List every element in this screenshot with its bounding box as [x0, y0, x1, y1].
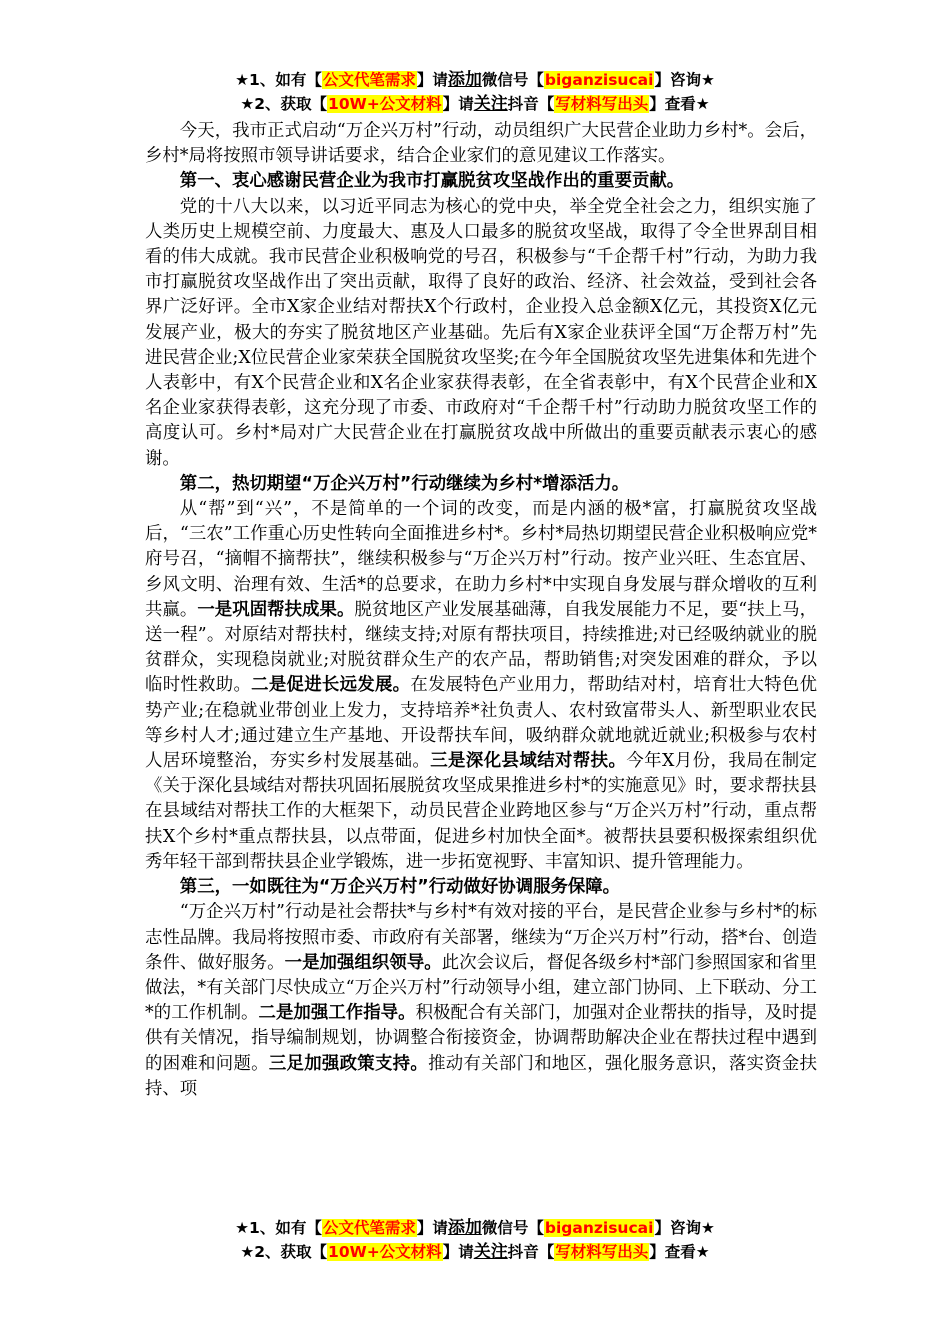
paragraph-text: “万企兴万村”行动是社会帮扶*与乡村*有效对接的平台，是民营企业参与乡村*的标志性品牌。我局将按照市委、市政府有关部署，继续为“万企兴万村”行动，搭*台、创造条件、做好服务。 — [145, 902, 817, 973]
section-heading-3: 第三，一如既往为“万企兴万村”行动做好协调服务保障。 — [179, 877, 621, 898]
banner-text: ★2、获取【 — [240, 95, 328, 113]
banner-text: 】查看★ — [649, 1243, 710, 1261]
section-heading-2: 第二，热切期望“万企兴万村”行动继续为乡村*增添活力。 — [179, 473, 630, 494]
banner-highlight: biganzisucai — [544, 1219, 654, 1237]
bottom-banner — [0, 1216, 950, 1264]
banner-highlight: 写材料写出头 — [555, 1243, 649, 1261]
point-heading: 二是促进长远发展。 — [251, 675, 411, 696]
banner-line-2 — [0, 1240, 950, 1264]
banner-highlight: 写材料写出头 — [555, 95, 649, 113]
banner-text: 微信号【 — [481, 1219, 544, 1237]
paragraph-text: 积极配合有关部门，加强对企业帮扶的指导，及时提供有关情况，指导编制规划，协调整合衔接资金，协调帮助解决企业在帮扶过程中遇到的困难和问题。 — [145, 1003, 817, 1074]
paragraph-text: 从“帮”到“兴”，不是简单的一个词的改变，而是内涵的极*富，打赢脱贫攻坚战后，“三农”工作重心历史性转向全面推进乡村*。乡村*局热切期望民营企业积极响应党*府号召，“摘帽不摘帮扶”，继续积极参与“万企兴万村”行动。按产业兴旺、生态宜居、乡风文明、治理有效、生活*的总要求，在助力乡村*中实现自身发展与群众增收的互利共赢。 — [145, 499, 817, 620]
banner-text: ★1、如有【 — [235, 1219, 322, 1237]
banner-text: 】咨询★ — [654, 1219, 715, 1237]
banner-underline: 添加 — [447, 1218, 482, 1238]
banner-text: 】查看★ — [649, 95, 710, 113]
banner-highlight: 公文代笔需求 — [322, 71, 416, 89]
point-heading: 三是深化县域结对帮扶。 — [430, 751, 627, 772]
section-3-paragraph — [145, 900, 817, 1102]
banner-text: 】请 — [416, 71, 448, 89]
banner-text: ★2、获取【 — [240, 1243, 328, 1261]
banner-underline: 关注 — [473, 94, 508, 114]
banner-highlight: biganzisucai — [544, 71, 654, 89]
banner-underline: 添加 — [447, 70, 482, 90]
banner-highlight: 10W+公文材料 — [328, 95, 442, 113]
banner-underline: 关注 — [473, 1242, 508, 1262]
paragraph-text: 此次会议后，督促各级乡村*部门参照国家和省里做法，*有关部门尽快成立“万企兴万村”行动领导小组，建立部门协同、上下联动、分工*的工作机制。 — [145, 952, 817, 1024]
document-body — [145, 119, 817, 1102]
section-1-paragraph: 党的十八大以来，以习近平同志为核心的党中央，举全党全社会之力，组织实施了人类历史上规模空前、力度最大、惠及人口最多的脱贫攻坚战，取得了令全世界刮目相看的伟大成就。我市民营企业积极响党的号召，积极参与“千企帮千村”行动，为助力我市打赢脱贫攻坚战作出了突出贡献，取得了良好的政治、经济、社会效益，受到社会各界广泛好评。全市X家企业结对帮扶X个行政村，企业投入总金额X亿元，其投资X亿元发展产业，极大的夯实了脱贫地区产业基础。先后有X家企业获评全国“万企帮万村”先进民营企业;X位民营企业家荣获全国脱贫攻坚奖;在今年全国脱贫攻坚先进集体和先进个人表彰中，有X个民营企业和X名企业家获得表彰，在全省表彰中，有X个民营企业和X名企业家获得表彰，这充分现了市委、市政府对“千企帮千村”行动助力脱贫攻坚工作的高度认可。乡村*局对广大民营企业在打赢脱贫攻战中所做出的重要贡献表示衷心的感谢。 — [145, 196, 817, 469]
banner-line-1 — [0, 68, 950, 92]
point-heading: 二是加强工作指导。 — [258, 1003, 416, 1024]
banner-line-2 — [0, 92, 950, 116]
point-heading: 一是加强组织领导。 — [284, 952, 442, 973]
paragraph-text: 今年X月份，我局在制定《关于深化县域结对帮扶巩固拓展脱贫攻坚成果推进乡村*的实施意见》时，要求帮扶县在县域结对帮扶工作的大框架下，动员民营企业跨地区参与“万企兴万村”行动，重点帮扶X个乡村*重点帮扶县，以点带面，促进乡村加快全面*。被帮扶县要积极探索组织优秀年轻干部到帮扶县企业学锻炼，进一步拓宽视野、丰富知识、提升管理能力。 — [145, 751, 817, 872]
top-banner — [0, 68, 950, 116]
banner-highlight: 10W+公文材料 — [328, 1243, 442, 1261]
banner-text: 】请 — [442, 95, 474, 113]
banner-line-1 — [0, 1216, 950, 1240]
section-heading-1: 第一、衷心感谢民营企业为我市打赢脱贫攻坚战作出的重要贡献。 — [179, 171, 685, 192]
section-2-paragraph — [145, 497, 817, 875]
paragraph-text: 脱贫地区产业发展基础薄，自我发展能力不足，要“扶上马，送一程”。对原结对帮扶村，继续支持;对原有帮扶项目，持续推进;对已经吸纳就业的脱贫群众，实现稳岗就业;对脱贫群众生产的农产品，帮助销售;对突发困难的群众，予以临时性救助。 — [145, 599, 817, 696]
banner-text: 】请 — [416, 1219, 448, 1237]
paragraph-text: 推动有关部门和地区，强化服务意识，落实资金扶持、项 — [145, 1053, 817, 1099]
paragraph-text: 在发展特色产业用力，帮助结对村，培育壮大特色优势产业;在稳就业带创业上发力，支持培养*社负责人、农村致富带头人、新型职业农民等乡村人才;通过建立生产基地、开设帮扶车间，吸纳群众就地就近就业;积极参与农村人居环境整治，夯实乡村发展基础。 — [145, 675, 817, 772]
banner-highlight: 公文代笔需求 — [322, 1219, 416, 1237]
banner-text: ★1、如有【 — [235, 71, 322, 89]
banner-text: 微信号【 — [481, 71, 544, 89]
banner-text: 抖音【 — [507, 95, 555, 113]
banner-text: 抖音【 — [507, 1243, 555, 1261]
intro-paragraph: 今天，我市正式启动“万企兴万村”行动，动员组织广大民营企业助力乡村*。会后，乡村*局将按照市领导讲话要求，结合企业家们的意见建议工作落实。 — [145, 121, 817, 167]
banner-text: 】咨询★ — [654, 71, 715, 89]
point-heading: 一是巩固帮扶成果。 — [197, 599, 355, 620]
banner-text: 】请 — [442, 1243, 474, 1261]
point-heading: 三足加强政策支持。 — [268, 1053, 429, 1074]
